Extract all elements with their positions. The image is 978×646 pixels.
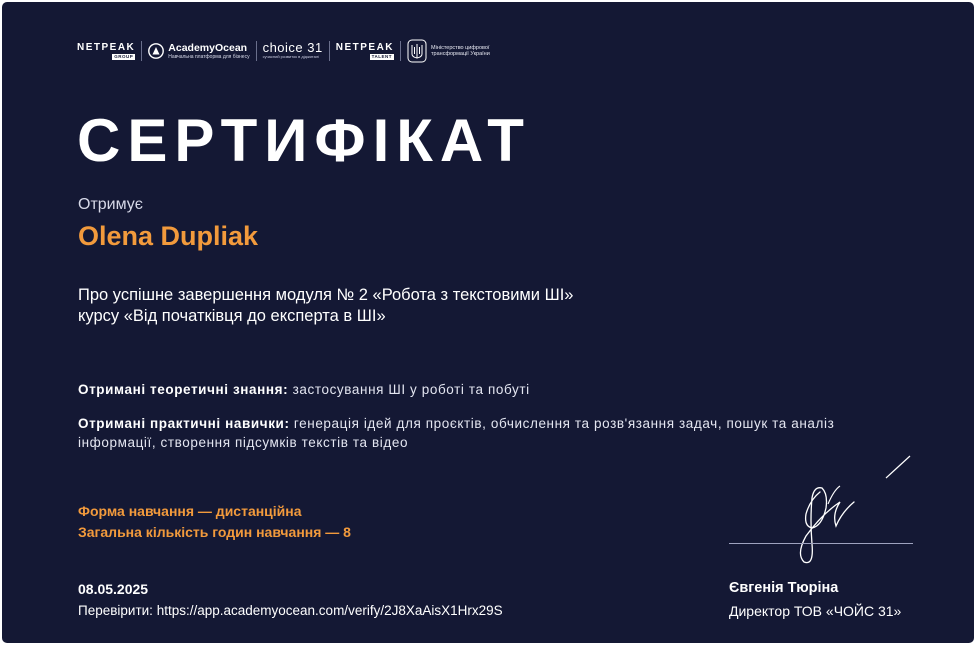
theory-label: Отримані теоретичні знання: [78,382,289,397]
certificate [2,2,974,643]
signature-icon [782,450,917,570]
recipient-name: Olena Dupliak [78,221,259,251]
module-line-1: Про успішне завершення модуля № 2 «Робота з текстовими ШІ» [78,286,574,304]
signer-name: Євгенія Тюріна [729,580,839,596]
verify-row [78,603,503,618]
academy-ocean-icon [148,43,164,59]
signer-role: Директор ТОВ «ЧОЙС 31» [729,603,902,619]
practical-skills [78,414,838,452]
practice-label: Отримані практичні навички: [78,416,290,431]
certificate-title: СЕРТИФІКАТ [77,107,531,174]
verify-label: Перевірити: [78,603,153,618]
theory-knowledge [78,380,838,399]
signature-line [729,543,913,544]
total-hours: Загальна кількість годин навчання — 8 [78,524,351,540]
logo-divider [256,41,257,61]
academy-ocean-logo: AcademyOcean Навчальна платформа для бізнесу [148,43,249,60]
logo-divider [141,41,142,61]
skills-section [78,380,838,467]
module-line-2: курсу «Від початківця до експерта в ШІ» [78,307,386,325]
netpeak-group-logo: NETPEAK GROUP [77,41,136,59]
verify-link[interactable]: https://app.academyocean.com/verify/2J8XaAisX1Hrx29S [156,603,503,618]
issue-date: 08.05.2025 [78,581,149,597]
theory-value: застосування ШІ у роботі та побуті [292,382,530,397]
partner-logos [77,38,511,64]
study-info [78,501,351,543]
choice31-logo: choice 31 сучасний розвиток в діджиталі [262,40,323,59]
trident-icon [407,39,427,63]
practice-value: генерація ідей для проєктів, обчислення та розв'язання задач, пошук та аналіз інформації, створення підсумків текстів та відео [78,416,835,450]
logo-divider [400,41,401,61]
ministry-logo: Міністерство цифрової трансформації України [407,39,511,63]
study-form: Форма навчання — дистанційна [78,503,302,519]
logo-divider [329,41,330,61]
recipient-label: Отримує [78,196,143,213]
module-description [78,285,778,327]
netpeak-talent-logo: NETPEAK TALENT [335,41,395,59]
